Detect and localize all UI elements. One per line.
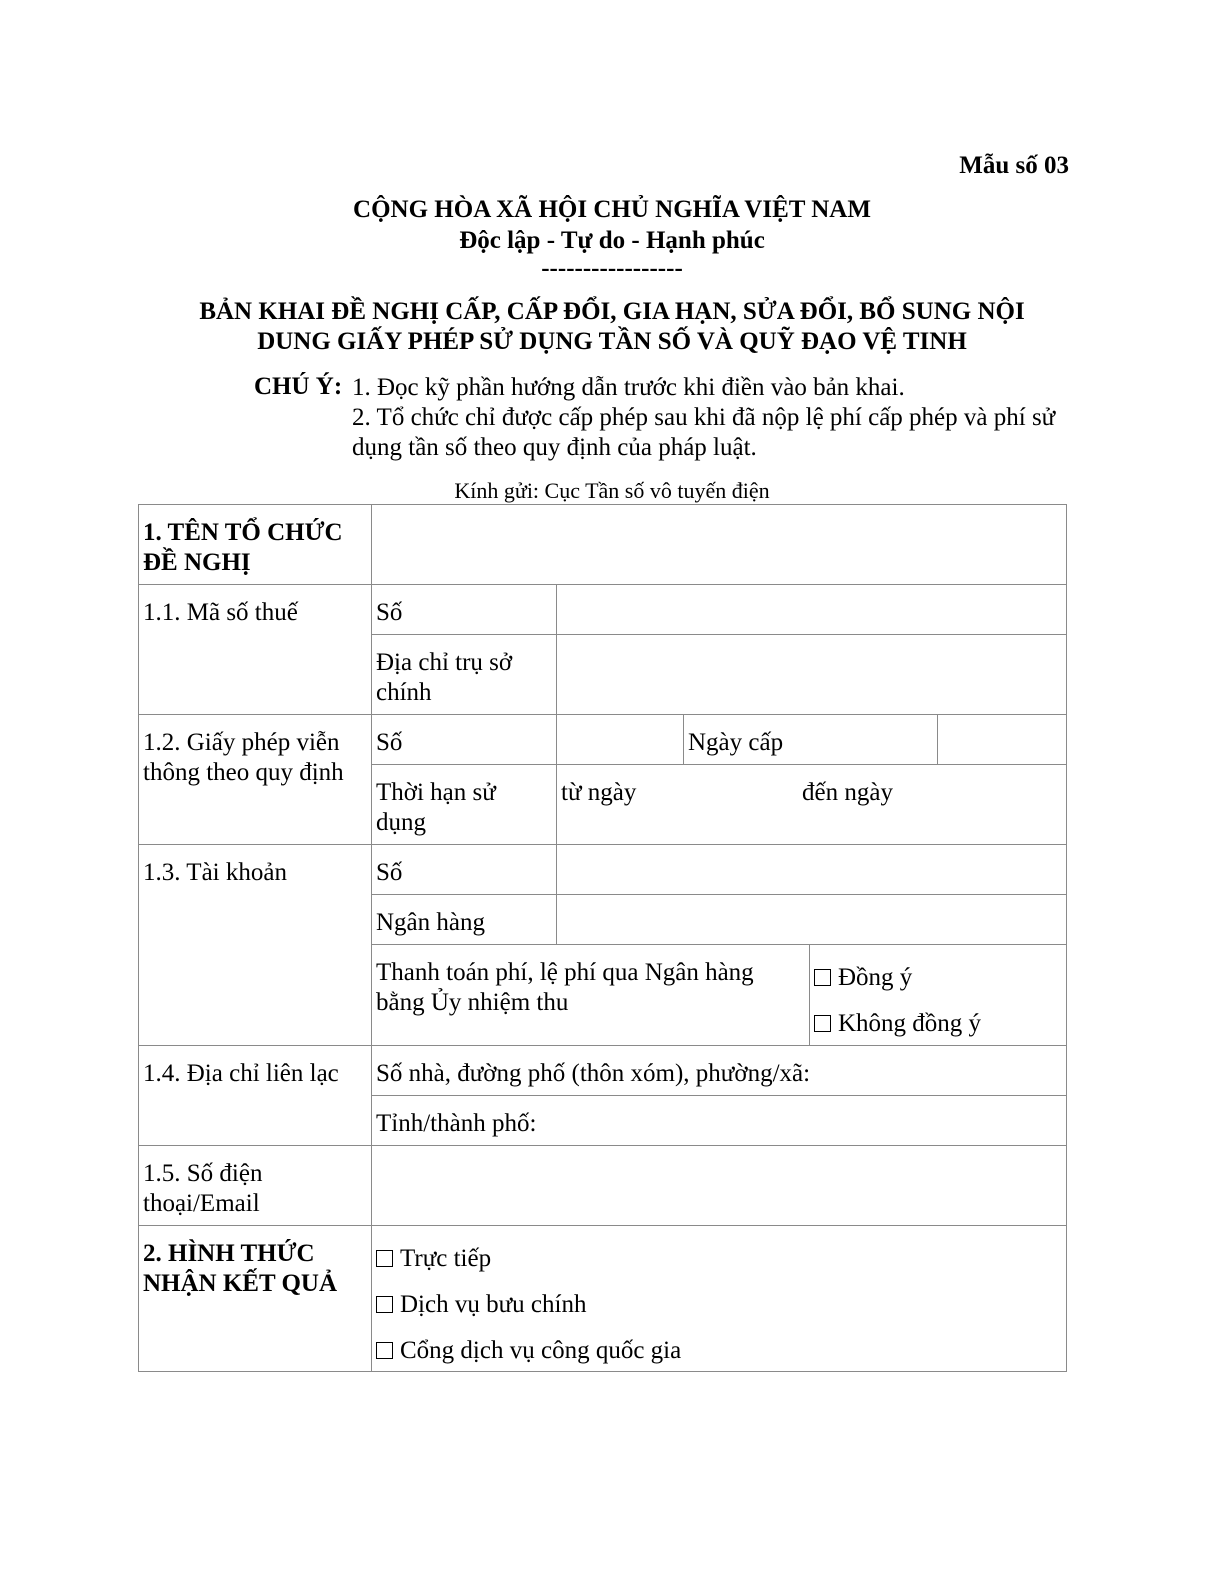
checkbox-icon[interactable] [376, 1296, 393, 1313]
title-line-1: BẢN KHAI ĐỀ NGHỊ CẤP, CẤP ĐỔI, GIA HẠN, SỬA ĐỔI, BỔ SUNG NỘI [199, 298, 1025, 325]
bank-label: Ngân hàng [372, 895, 557, 945]
delivery-option-portal[interactable]: Cổng dịch vụ công quốc gia [376, 1336, 1062, 1366]
from-date-label: từ ngày [561, 779, 637, 806]
motto: Độc lập - Tự do - Hạnh phúc [459, 227, 765, 254]
phone-email-label: 1.5. Số điện thoại/Email [139, 1146, 372, 1226]
head-office-address-label: Địa chỉ trụ sở chính [372, 635, 557, 715]
note-label: CHÚ Ý: [254, 373, 343, 400]
delivery-method-label: 2. HÌNH THỨC NHẬN KẾT QUẢ [139, 1226, 372, 1372]
checkbox-icon[interactable] [376, 1250, 393, 1267]
delivery-option-direct[interactable]: Trực tiếp [376, 1244, 1062, 1274]
issue-date-label: Ngày cấp [684, 715, 938, 765]
account-label: 1.3. Tài khoản [139, 845, 372, 1046]
phone-email-field[interactable] [372, 1146, 1067, 1226]
agree-option[interactable]: Đồng ý [814, 963, 1062, 993]
separator: ----------------- [541, 255, 683, 282]
tax-code-label: 1.1. Mã số thuế [139, 585, 372, 715]
nation-heading: CỘNG HÒA XÃ HỘI CHỦ NGHĨA VIỆT NAM [353, 196, 871, 223]
recipient-line: Kính gửi: Cục Tần số vô tuyến điện [454, 478, 770, 503]
note-item-1: 1. Đọc kỹ phần hướng dẫn trước khi điền vào bản khai. [352, 374, 905, 401]
tax-number-label: Số [372, 585, 557, 635]
validity-field[interactable] [557, 765, 1067, 845]
bank-field[interactable] [557, 895, 1067, 945]
org-name-field[interactable] [372, 505, 1067, 585]
account-number-field[interactable] [557, 845, 1067, 895]
validity-label: Thời hạn sử dụng [372, 765, 557, 845]
payment-method-label: Thanh toán phí, lệ phí qua Ngân hàng bằng Ủy nhiệm thu [372, 945, 810, 1046]
title-line-2: DUNG GIẤY PHÉP SỬ DỤNG TẦN SỐ VÀ QUỸ ĐẠO VỆ TINH [257, 328, 967, 355]
form-number: Mẫu số 03 [959, 152, 1069, 179]
note-lines [352, 373, 1072, 463]
delivery-option-postal[interactable]: Dịch vụ bưu chính [376, 1290, 1062, 1320]
issue-date-field[interactable] [938, 715, 1067, 765]
checkbox-icon[interactable] [814, 1015, 831, 1032]
note-item-2: 2. Tổ chức chỉ được cấp phép sau khi đã nộp lệ phí cấp phép và phí sử dụng tần số theo quy định của pháp luật. [352, 404, 1056, 461]
telecom-license-label: 1.2. Giấy phép viễn thông theo quy định [139, 715, 372, 845]
org-name-label: 1. TÊN TỔ CHỨC ĐỀ NGHỊ [139, 505, 372, 585]
street-address-field[interactable]: Số nhà, đường phố (thôn xóm), phường/xã: [372, 1046, 1067, 1096]
province-field[interactable]: Tỉnh/thành phố: [372, 1096, 1067, 1146]
license-number-label: Số [372, 715, 557, 765]
delivery-options [372, 1226, 1067, 1372]
document-title [0, 297, 1224, 357]
payment-options [810, 945, 1067, 1046]
contact-address-label: 1.4. Địa chỉ liên lạc [139, 1046, 372, 1146]
to-date-label: đến ngày [802, 779, 893, 806]
checkbox-icon[interactable] [814, 969, 831, 986]
disagree-option[interactable]: Không đồng ý [814, 1009, 1062, 1039]
license-number-field[interactable] [557, 715, 684, 765]
head-office-address-field[interactable] [557, 635, 1067, 715]
tax-number-field[interactable] [557, 585, 1067, 635]
application-form-table [138, 504, 1067, 1372]
account-number-label: Số [372, 845, 557, 895]
checkbox-icon[interactable] [376, 1342, 393, 1359]
